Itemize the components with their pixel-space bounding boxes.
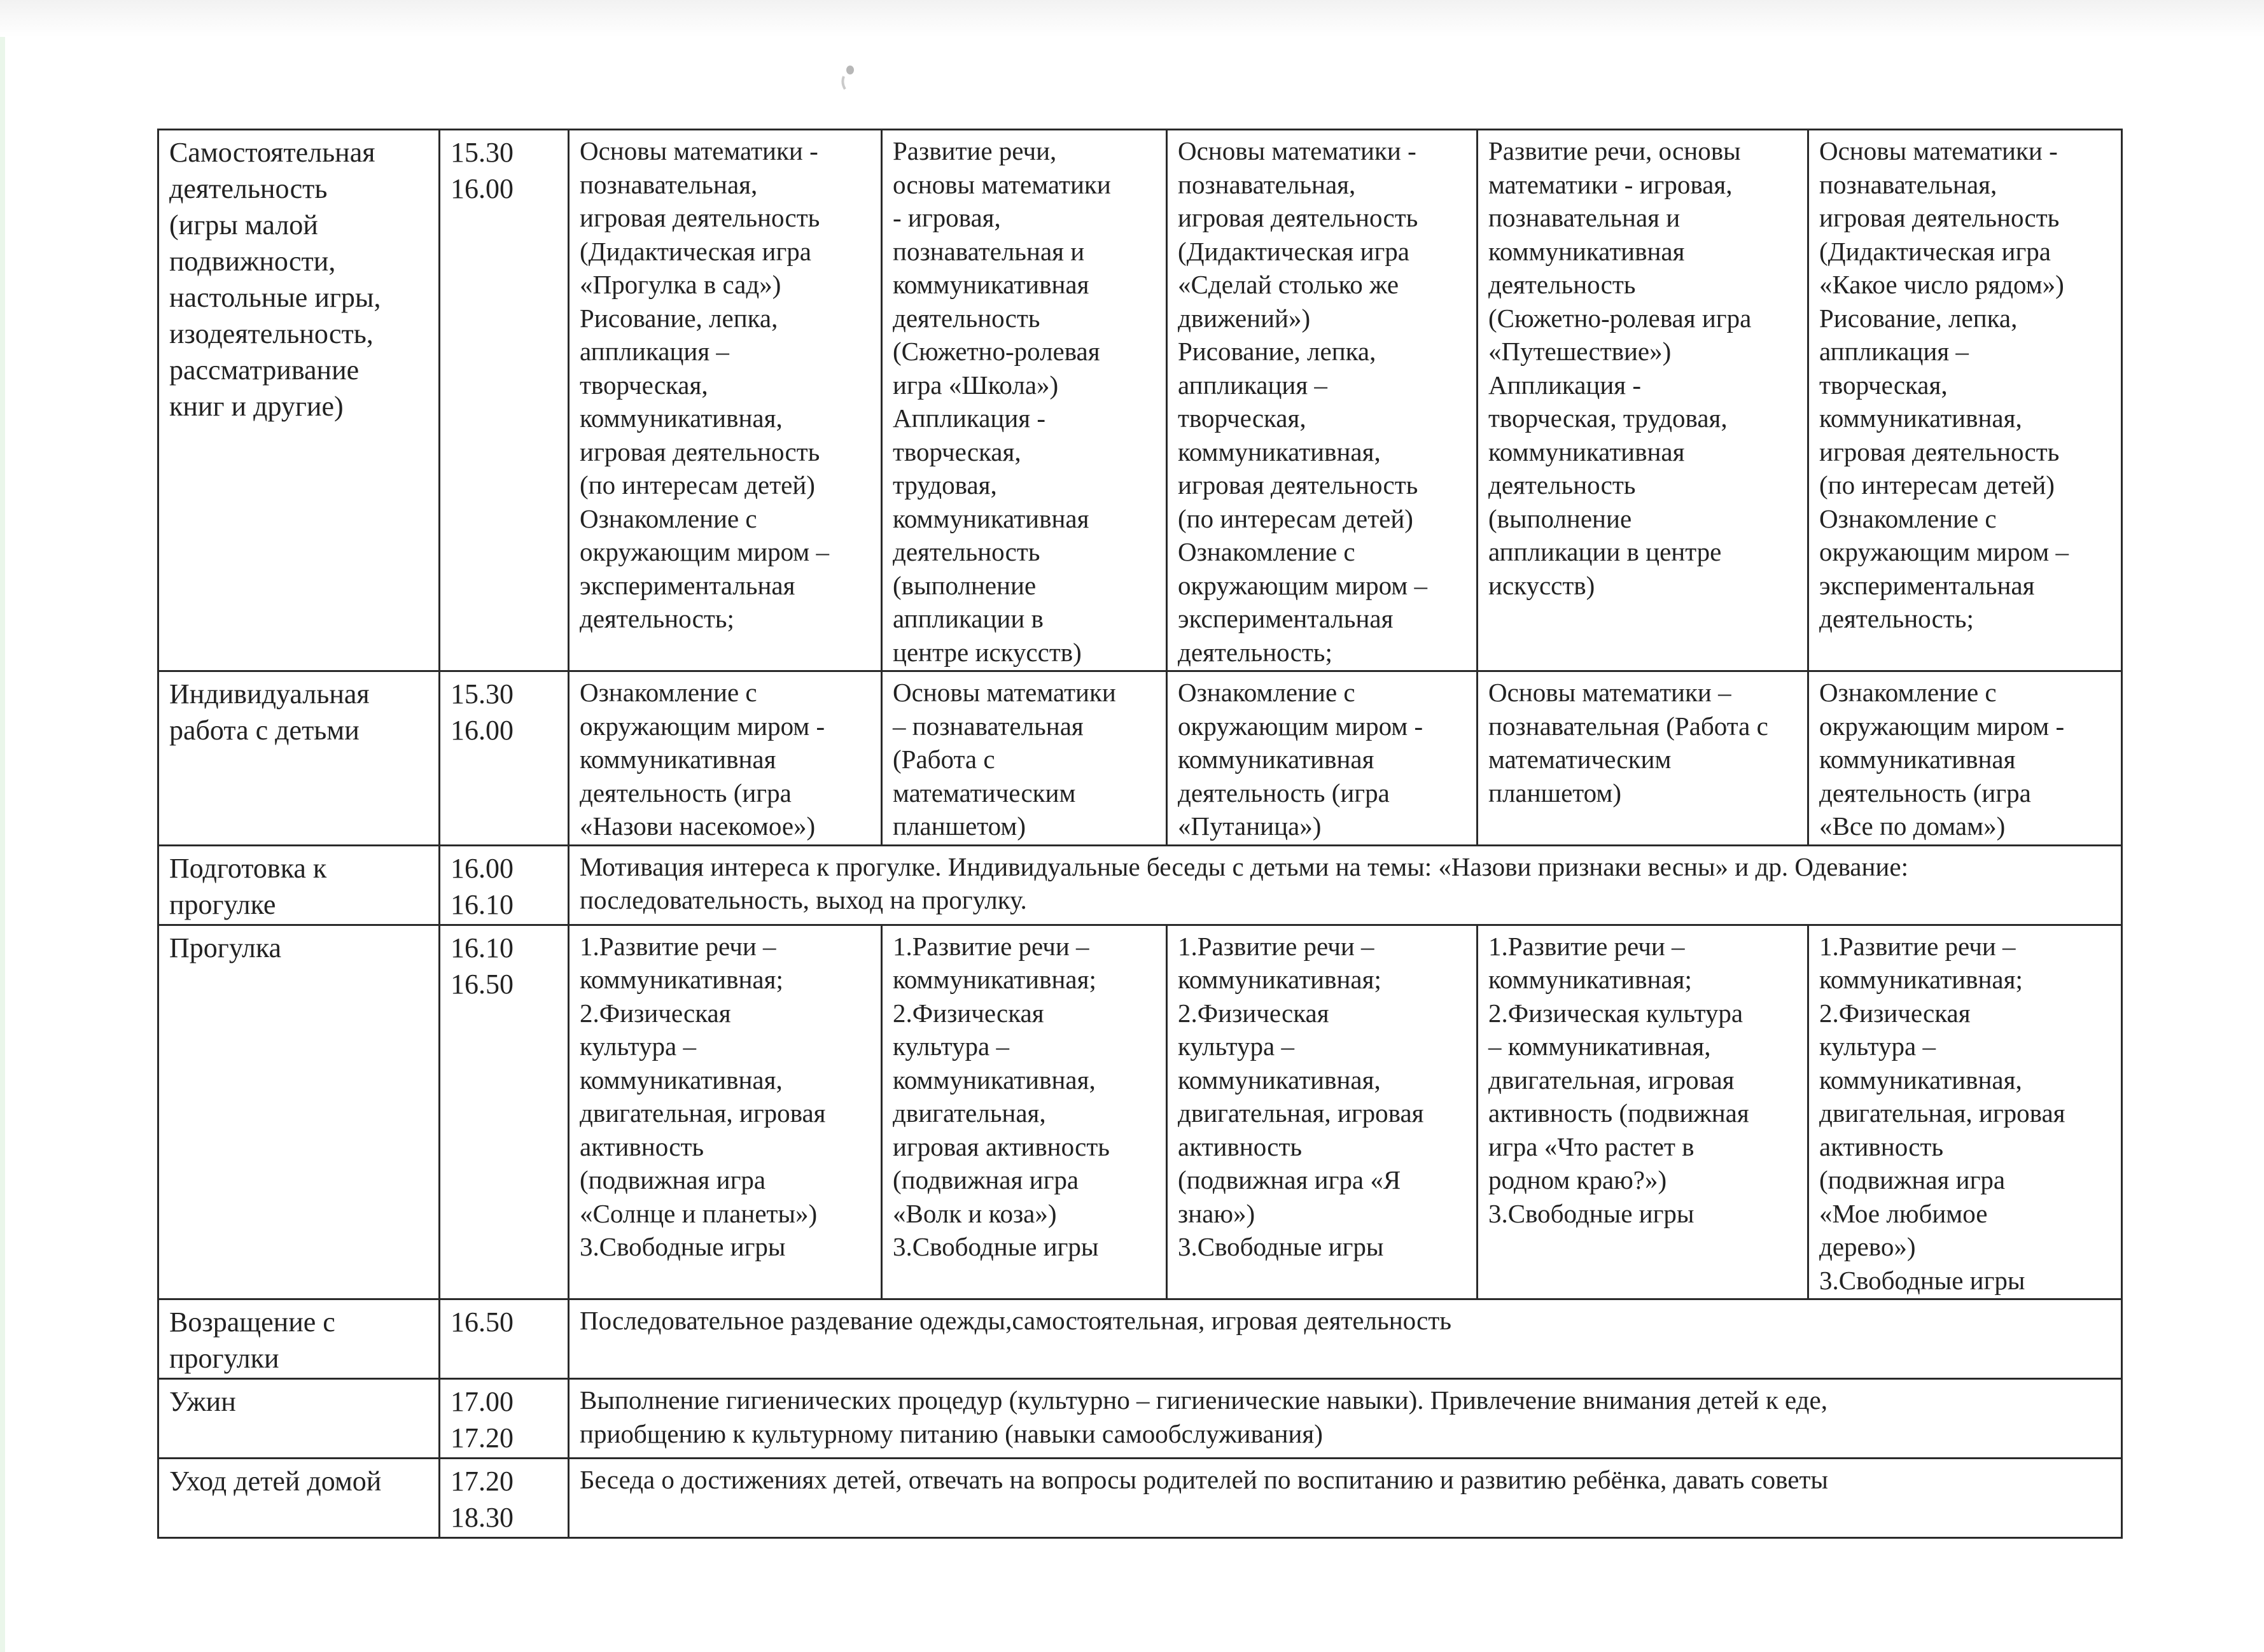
activity-cell: Ужин [158, 1379, 440, 1459]
day-cell: 1.Развитие речи – коммуникативная; 2.Физическая культура – коммуникативная, двигательная, игровая активность (подвижная игра «Волк и коза») 3.Свободные игры [882, 925, 1167, 1299]
scan-speck-mark [839, 64, 855, 92]
day-cell: 1.Развитие речи – коммуникативная; 2.Физическая культура – коммуникативная, двигательная, игровая активность (подвижная игра «Мое любимое дерево») 3.Свободные игры [1808, 925, 2122, 1299]
table-row [158, 671, 2122, 846]
day-cell: Ознакомление с окружающим миром - коммуникативная деятельность (игра «Путаница») [1167, 671, 1478, 846]
day-cell: Основы математики - познавательная, игровая деятельность (Дидактическая игра «Какое число рядом») Рисование, лепка, аппликация – творческая, коммуникативная, игровая деятельность (по интересам детей) Ознакомление с окружающим миром – экспериментальная деятельность; [1808, 130, 2122, 671]
activity-cell: Индивидуальная работа с детьми [158, 671, 440, 846]
time-cell: 16.10 16.50 [440, 925, 569, 1299]
day-cell: Развитие речи, основы математики - игровая, познавательная и коммуникативная деятельность (Сюжетно-ролевая игра «Путешествие») Аппликация - творческая, трудовая, коммуникативная деятельность (выполнение аппликации в центре искусств) [1478, 130, 1808, 671]
time-cell: 16.50 [440, 1299, 569, 1379]
activity-cell: Самостоятельная деятельность (игры малой подвижности, настольные игры, изодеятельность, рассматривание книг и другие) [158, 130, 440, 671]
table-row [158, 1459, 2122, 1538]
day-cell: 1.Развитие речи – коммуникативная; 2.Физическая культура – коммуникативная, двигательная, игровая активность (подвижная игра «Что растет в родном краю?») 3.Свободные игры [1478, 925, 1808, 1299]
daily-schedule-table [157, 129, 2123, 1539]
day-cell: Развитие речи, основы математики - игровая, познавательная и коммуникативная деятельность (Сюжетно-ролевая игра «Школа») Аппликация - творческая, трудовая, коммуникативная деятельность (выполнение аппликации в центре искусств) [882, 130, 1167, 671]
day-cell: 1.Развитие речи – коммуникативная; 2.Физическая культура – коммуникативная, двигательная, игровая активность (подвижная игра «Солнце и планеты») 3.Свободные игры [569, 925, 882, 1299]
activity-cell: Подготовка к прогулке [158, 845, 440, 925]
day-cell: Основы математики – познавательная (Работа с математическим планшетом) [882, 671, 1167, 846]
time-cell: 17.20 18.30 [440, 1459, 569, 1538]
table-row [158, 130, 2122, 671]
time-cell: 17.00 17.20 [440, 1379, 569, 1459]
activity-cell: Прогулка [158, 925, 440, 1299]
merged-description-cell: Мотивация интереса к прогулке. Индивидуальные беседы с детьми на темы: «Назови признаки весны» и др. Одевание: последовательность, выход на прогулку. [569, 845, 2122, 925]
activity-cell: Уход детей домой [158, 1459, 440, 1538]
scan-left-edge [0, 37, 5, 1652]
day-cell: Ознакомление с окружающим миром - коммуникативная деятельность (игра «Назови насекомое») [569, 671, 882, 846]
day-cell: Основы математики – познавательная (Работа с математическим планшетом) [1478, 671, 1808, 846]
merged-description-cell: Последовательное раздевание одежды,самостоятельная, игровая деятельность [569, 1299, 2122, 1379]
table-row [158, 925, 2122, 1299]
scan-top-edge [0, 0, 2264, 37]
day-cell: 1.Развитие речи – коммуникативная; 2.Физическая культура – коммуникативная, двигательная, игровая активность (подвижная игра «Я знаю») 3.Свободные игры [1167, 925, 1478, 1299]
table-row [158, 1299, 2122, 1379]
time-cell: 15.30 16.00 [440, 671, 569, 846]
merged-description-cell: Беседа о достижениях детей, отвечать на вопросы родителей по воспитанию и развитию ребёнка, давать советы [569, 1459, 2122, 1538]
day-cell: Основы математики - познавательная, игровая деятельность (Дидактическая игра «Прогулка в сад») Рисование, лепка, аппликация – творческая, коммуникативная, игровая деятельность (по интересам детей) Ознакомление с окружающим миром – экспериментальная деятельность; [569, 130, 882, 671]
activity-cell: Возращение с прогулки [158, 1299, 440, 1379]
time-cell: 16.00 16.10 [440, 845, 569, 925]
merged-description-cell: Выполнение гигиенических процедур (культурно – гигиенические навыки). Привлечение внимания детей к еде, приобщению к культурному питанию (навыки самообслуживания) [569, 1379, 2122, 1459]
day-cell: Ознакомление с окружающим миром - коммуникативная деятельность (игра «Все по домам») [1808, 671, 2122, 846]
table-row [158, 845, 2122, 925]
day-cell: Основы математики - познавательная, игровая деятельность (Дидактическая игра «Сделай столько же движений») Рисование, лепка, аппликация – творческая, коммуникативная, игровая деятельность (по интересам детей) Ознакомление с окружающим миром – экспериментальная деятельность; [1167, 130, 1478, 671]
time-cell: 15.30 16.00 [440, 130, 569, 671]
table-row [158, 1379, 2122, 1459]
